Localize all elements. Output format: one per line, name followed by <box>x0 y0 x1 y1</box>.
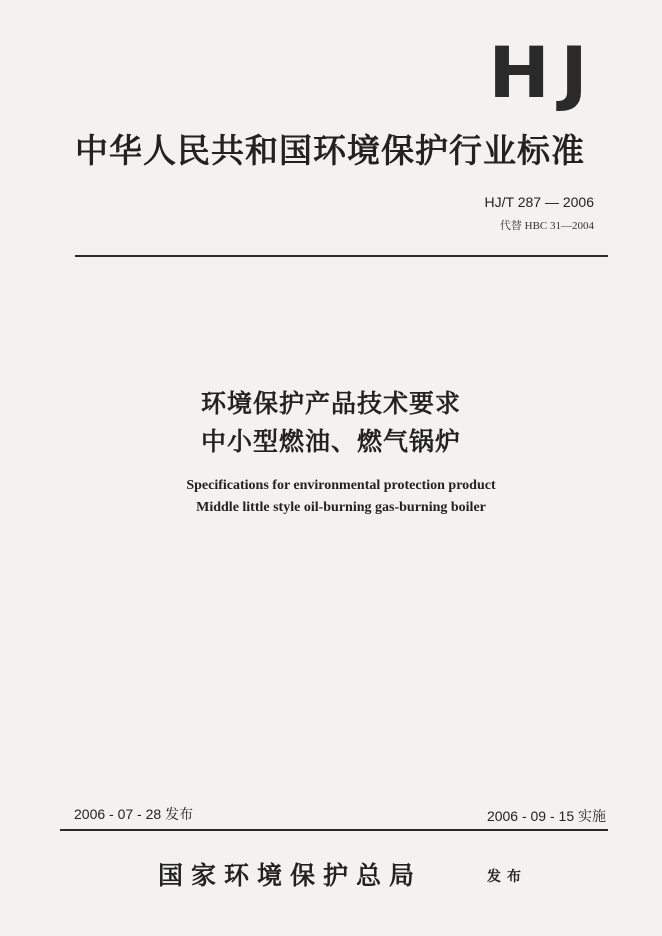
replaces-standard: 代替 HBC 31—2004 <box>499 220 594 232</box>
implementation-date: 2006 - 09 - 15 实施 <box>486 808 606 824</box>
top-divider <box>75 255 608 257</box>
english-title-line-2: Middle little style oil-burning gas-burning boiler <box>196 500 486 515</box>
hj-logo: HJ <box>488 32 599 114</box>
issued-label: 发布 <box>487 869 527 885</box>
issuing-authority: 国家环境保护总局 <box>158 861 423 890</box>
standard-type-title: 中华人民共和国环境保护行业标准 <box>75 131 585 170</box>
standard-code: HJ/T 287 — 2006 <box>484 194 594 210</box>
chinese-title-line-1: 环境保护产品技术要求 <box>200 389 461 418</box>
english-title-line-1: Specifications for environmental protection product <box>186 478 496 493</box>
chinese-title-line-2: 中小型燃油、燃气锅炉 <box>200 427 461 456</box>
issue-date: 2006 - 07 - 28 发布 <box>74 806 194 822</box>
bottom-divider <box>60 829 608 831</box>
